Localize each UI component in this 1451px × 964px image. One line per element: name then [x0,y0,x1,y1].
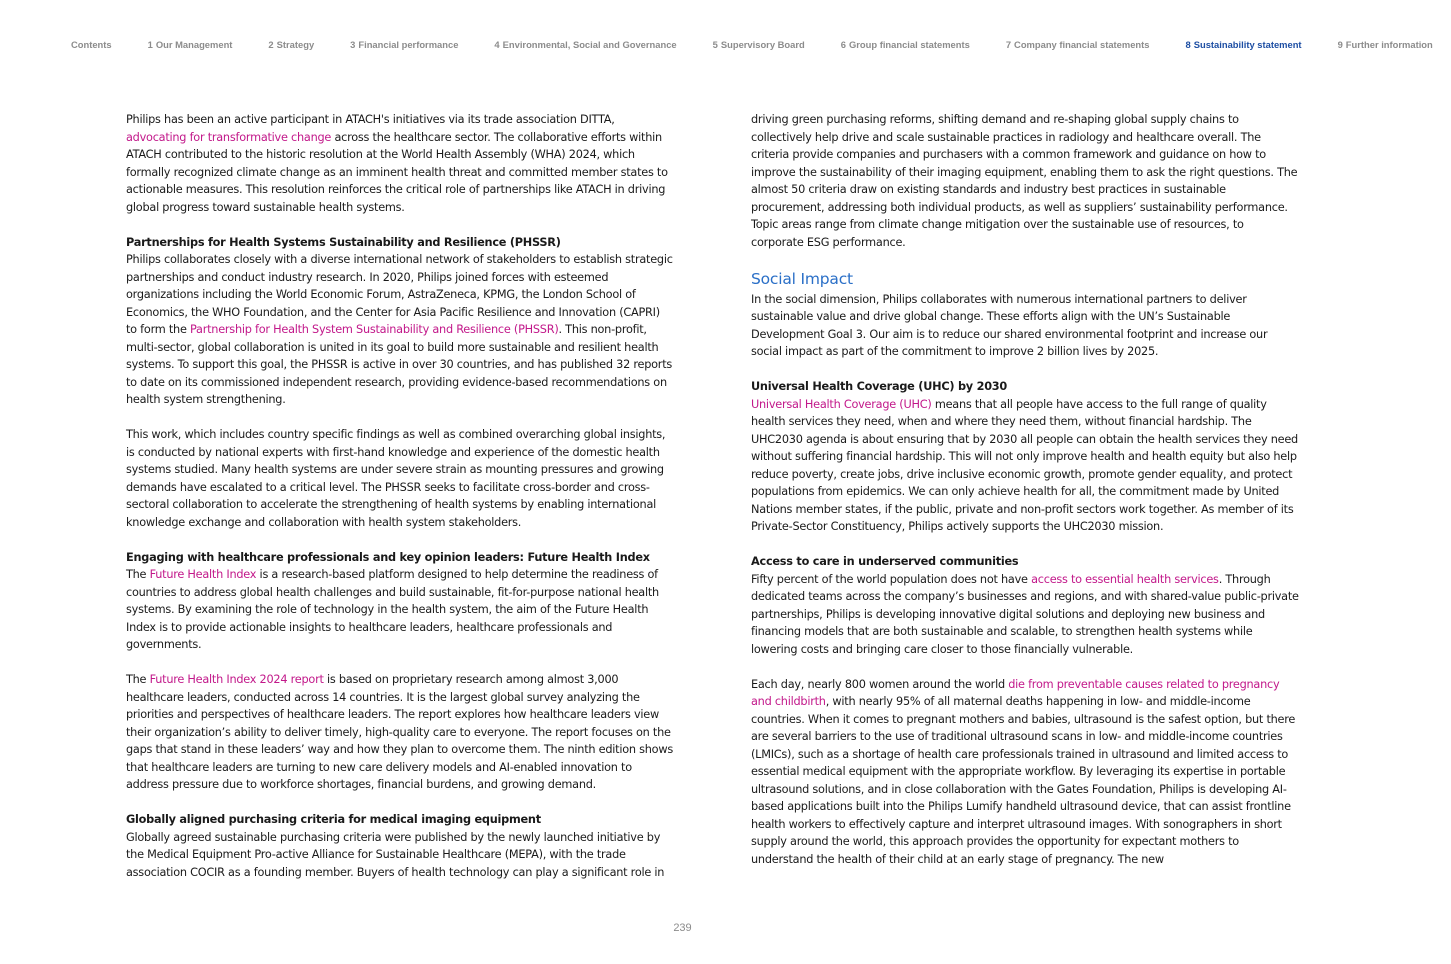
paragraph-green-purchasing: driving green purchasing reforms, shifting demand and re-shaping global supply chains to collectively help drive and scale sustainable practices in radiology and healthcare overall. The criteria provide companies and purchasers with a common framework and guidance on how to improve the sustainability of their imaging equipment, enabling them to ask the right questions. The almost 50 criteria draw on existing standards and industry best practices in sustainable procurement, addressing both individual products, as well as suppliers’ sustainability performance. Topic areas range from climate change mitigation over the sustainable use of resources, to corporate ESG performance. [751,113,1298,249]
paragraph-phssr: Philips collaborates closely with a diverse international network of stakeholders to establish strategic partnerships and conduct industry research. In 2020, Philips joined forces with esteemed organizations including the World Economic Forum, AstraZeneca, KPMG, the London School of Economics, the WHO Foundation, and the Center for Asia Pacific Resilience and Innovation (CAPRI) to form the Partnership for Health System Sustainability and Resilience (PHSSR). This non-profit, multi-sector, global collaboration is united in its goal to build more sustainable and resilient health systems. To support this goal, the PHSSR is active in over 30 countries, and has published 32 reports to date on its commissioned independent research, providing evidence-based recommendations on health system strengthening. [126,253,673,406]
nav-our-management[interactable]: 1 Our Management [147,39,233,50]
paragraph-phssr-work: This work, which includes country specific findings as well as combined overarching global insights, is conducted by national experts with first-hand knowledge and experience of the domestic health systems studied. Many health systems are under severe strain as mounting pressures and growing demands have escalated to a critical level. The PHSSR seeks to facilitate cross-border and cross-sectoral collaboration to accelerate the strengthening of health systems by enabling international knowledge exchange and collaboration with health system stakeholders. [126,428,666,529]
nav-financial-performance[interactable]: 3 Financial performance [350,39,459,50]
paragraph-atach: Philips has been an active participant in ATACH's initiatives via its trade association DITTA, advocating for transformative change across the healthcare sector. The collaborative efforts within ATACH contributed to the historic resolution at the World Health Assembly (WHA) 2024, which formally recognized climate change as an imminent health threat and committed member states to actionable measures. This resolution reinforces the critical role of partnerships like ATACH in driving global progress toward sustainable health systems. [126,113,668,214]
nav-contents[interactable]: Contents [71,39,112,50]
nav-company-financial-statements[interactable]: 7 Company financial statements [1005,39,1150,50]
section-title-social-impact: Social Impact [751,269,853,288]
nav-sustainability-statement[interactable]: 8 Sustainability statement [1185,39,1302,50]
paragraph-social-dimension: In the social dimension, Philips collaborates with numerous international partners to deliver sustainable value and drive global change. These efforts align with the UN’s Sustainable Development Goal 3. Our aim is to reduce our shared environmental footprint and increase our social impact as part of the commitment to improve 2 billion lives by 2025. [751,292,1268,358]
paragraph-mepa: Globally agreed sustainable purchasing criteria were published by the newly launched initiative by the Medical Equipment Pro-active Alliance for Sustainable Healthcare (MEPA), with the trade association COCIR as a founding member. Buyers of health technology can play a significant role in [126,830,665,879]
link-advocating[interactable]: advocating for transformative change [126,130,332,144]
paragraph-access: Fifty percent of the world population does not have access to essential health services. Through dedicated teams across the company’s businesses and regions, and with shared-value public-private partnerships, Philips is developing innovative digital solutions and deploying new business and financing models that are both sustainable and scalable, to strengthen health systems while lowering costs and bringing care closer to those financially vulnerable. [751,572,1299,656]
link-fhi-2024-report[interactable]: Future Health Index 2024 report [149,673,324,686]
left-column [126,111,674,899]
page-number: 239 [673,922,692,934]
link-uhc[interactable]: Universal Health Coverage (UHC) [751,397,932,411]
nav-strategy[interactable]: 2 Strategy [268,39,315,50]
top-navigation [68,39,1433,50]
heading-phssr: Partnerships for Health Systems Sustainability and Resilience (PHSSR) [126,235,561,249]
nav-esg[interactable]: 4 Environmental, Social and Governance [494,39,677,50]
link-essential-health-services[interactable]: access to essential health services [1031,572,1219,586]
nav-group-financial-statements[interactable]: 6 Group financial statements [840,39,970,50]
heading-future-health-index: Engaging with healthcare professionals and key opinion leaders: Future Health Index [126,550,650,564]
paragraph-maternal: Each day, nearly 800 women around the world die from preventable causes related to pregnancy and childbirth, with nearly 95% of all maternal deaths happening in low- and middle-income countries. When it comes to pregnant mothers and babies, ultrasound is the safest option, but there are several barriers to the use of traditional ultrasound scans in low- and middle-income countries (LMICs), such as a shortage of health care professionals trained in ultrasound and limited access to essential medical equipment with the appropriate workflow. By leveraging its expertise in portable ultrasound solutions, and in close collaboration with the Gates Foundation, Philips is developing AI-based applications built into the Philips Lumify handheld ultrasound device, that can assist frontline health workers to effectively capture and interpret ultrasound images. With sonographers in short supply around the world, this approach provides the opportunity for expectant mothers to understand the health of their child at an early stage of pregnancy. The new [751,677,1296,866]
paragraph-uhc: Universal Health Coverage (UHC) means that all people have access to the full range of quality health services they need, when and where they need them, without financial hardship. The UHC2030 agenda is about ensuring that by 2030 all people can obtain the health services they need without suffering financial hardship. This will not only improve health and health equity but also help reduce poverty, create jobs, drive inclusive economic growth, promote gender equality, and protect populations from epidemics. We can only achieve health for all, the commitment made by United Nations member states, if the public, private and non-profit sectors work together. As member of its Private-Sector Constituency, Philips actively supports the UHC2030 mission. [751,397,1298,533]
heading-purchasing-criteria: Globally aligned purchasing criteria for medical imaging equipment [126,813,541,826]
link-future-health-index[interactable]: Future Health Index [149,568,257,581]
right-column [751,111,1299,886]
link-phssr[interactable]: Partnership for Health System Sustainability and Resilience (PHSSR) [190,323,559,336]
heading-access-to-care: Access to care in underserved communities [751,555,1019,568]
paragraph-fhi-report: The Future Health Index 2024 report is based on proprietary research among almost 3,000 healthcare leaders, conducted across 14 countries. It is the largest global survey analyzing the priorities and perspectives of healthcare leaders. The report explores how healthcare leaders view their organization’s ability to deliver timely, high-quality care to everyone. The report focuses on the gaps that stand in these leaders’ way and how they plan to overcome them. The ninth edition shows that healthcare leaders are turning to new care delivery models and AI-enabled innovation to address pressure due to workforce shortages, financial burdens, and growing demand. [126,673,673,791]
heading-uhc: Universal Health Coverage (UHC) by 2030 [751,380,1008,393]
nav-further-information[interactable]: 9 Further information [1337,39,1433,50]
link-preventable-causes[interactable]: die from preventable causes related to pregnancy and childbirth [751,677,1280,708]
nav-supervisory-board[interactable]: 5 Supervisory Board [712,39,805,50]
paragraph-fhi: The Future Health Index is a research-based platform designed to help determine the readiness of countries to address global health challenges and build sustainable, fit-for-purpose national health systems. By examining the role of technology in the health system, the aim of the Future Health Index is to provide actionable insights to healthcare leaders, healthcare professionals and governments. [126,568,659,651]
